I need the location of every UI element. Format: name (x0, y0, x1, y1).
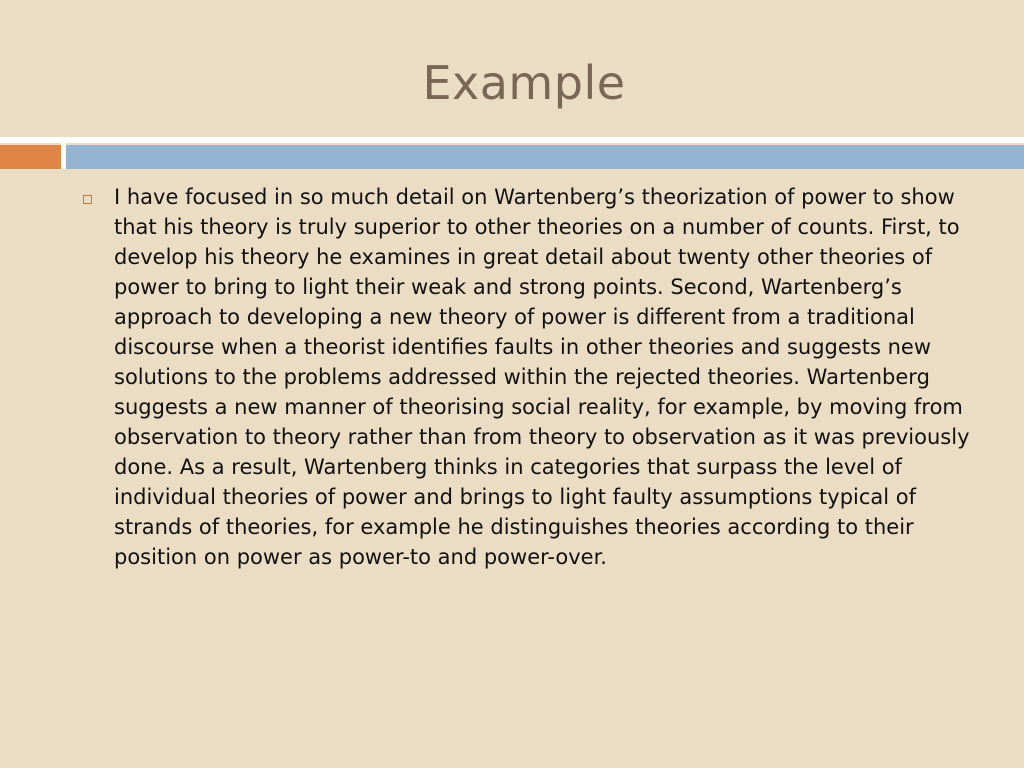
bullet-text: I have focused in so much detail on Wartenberg’s theorization of power to show that his theory is truly superior to other theories on a number of counts. First, to develop his theory he examines in great detail about twenty other theories of power to bring to light their weak and strong points. Second, Wartenberg’s approach to developing a new theory of power is different from a traditional discourse when a theorist identifies faults in other theories and suggests new solutions to the problems addressed within the rejected theories. Wartenberg suggests a new manner of theorising social reality, for example, by moving from observation to theory rather than from theory to observation as it was previously done. As a result, Wartenberg thinks in categories that surpass the level of individual theories of power and brings to light faulty assumptions typical of strands of theories, for example he distinguishes theories according to their position on power as power-to and power-over. (114, 185, 970, 569)
title-divider (0, 137, 1024, 143)
accent-bar-orange (0, 145, 61, 169)
slide-content (80, 182, 980, 572)
slide-title: Example (422, 56, 626, 110)
bullet-item (80, 182, 980, 572)
accent-bar-blue (66, 145, 1024, 169)
hollow-square-bullet-icon (83, 195, 92, 204)
